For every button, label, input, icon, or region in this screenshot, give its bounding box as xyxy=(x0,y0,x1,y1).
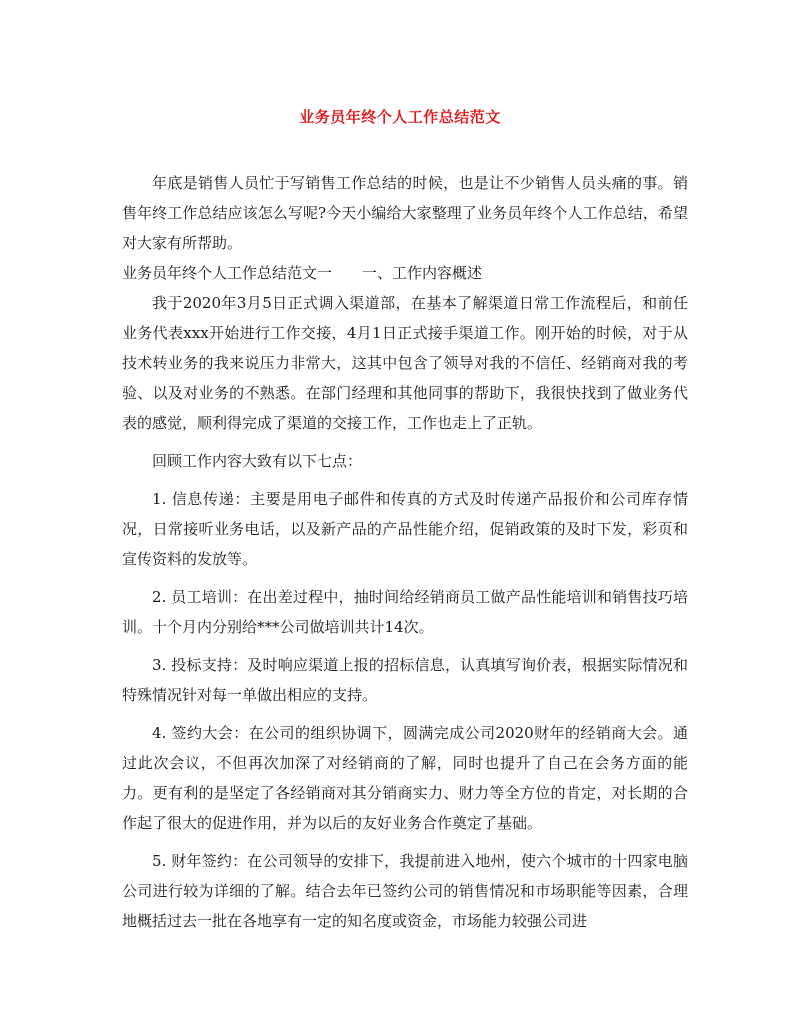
list-item: 5. 财年签约：在公司领导的安排下，我提前进入地州，使六个城市的十四家电脑公司进行较为详细的了解。结合去年已签约公司的销售情况和市场职能等因素，合理地概括过去一批在各地享有一定的知名度或资金，市场能力较强公司进 xyxy=(122,852,688,930)
section-heading: 业务员年终个人工作总结范文一 一、工作内容概述 xyxy=(122,264,483,282)
document-body xyxy=(122,168,688,936)
body-paragraph: 回顾工作内容大致有以下七点： xyxy=(152,452,363,470)
body-paragraph: 我于2020年3月5日正式调入渠道部，在基本了解渠道日常工作流程后，和前任业务代表xxx开始进行工作交接，4月1日正式接手渠道工作。刚开始的时候，对于从技术转业务的我来说压力非常大，这其中包含了领导对我的不信任、经销商对我的考验、以及对业务的不熟悉。在部门经理和其他同事的帮助下，我很快找到了做业务代表的感觉，顺利得完成了渠道的交接工作，工作也走上了正轨。 xyxy=(122,294,688,432)
list-item: 3. 投标支持：及时响应渠道上报的招标信息，认真填写询价表，根据实际情况和特殊情况针对每一单做出相应的支持。 xyxy=(122,656,688,704)
list-item: 2. 员工培训：在出差过程中，抽时间给经销商员工做产品性能培训和销售技巧培训。十个月内分别给***公司做培训共计14次。 xyxy=(122,588,688,636)
list-item: 4. 签约大会：在公司的组织协调下，圆满完成公司2020财年的经销商大会。通过此次会议，不但再次加深了对经销商的了解，同时也提升了自己在会务方面的能力。更有利的是坚定了各经销商对其分销商实力、财力等全方位的肯定，对长期的合作起了很大的促进作用，并为以后的友好业务合作奠定了基础。 xyxy=(122,724,688,832)
list-item: 1. 信息传递：主要是用电子邮件和传真的方式及时传递产品报价和公司库存情况，日常接听业务电话，以及新产品的产品性能介绍，促销政策的及时下发，彩页和宣传资料的发放等。 xyxy=(122,490,688,568)
document-title: 业务员年终个人工作总结范文 xyxy=(299,108,501,126)
intro-paragraph: 年底是销售人员忙于写销售工作总结的时候，也是让不少销售人员头痛的事。销售年终工作总结应该怎么写呢?今天小编给大家整理了业务员年终个人工作总结，希望对大家有所帮助。 xyxy=(122,174,688,252)
